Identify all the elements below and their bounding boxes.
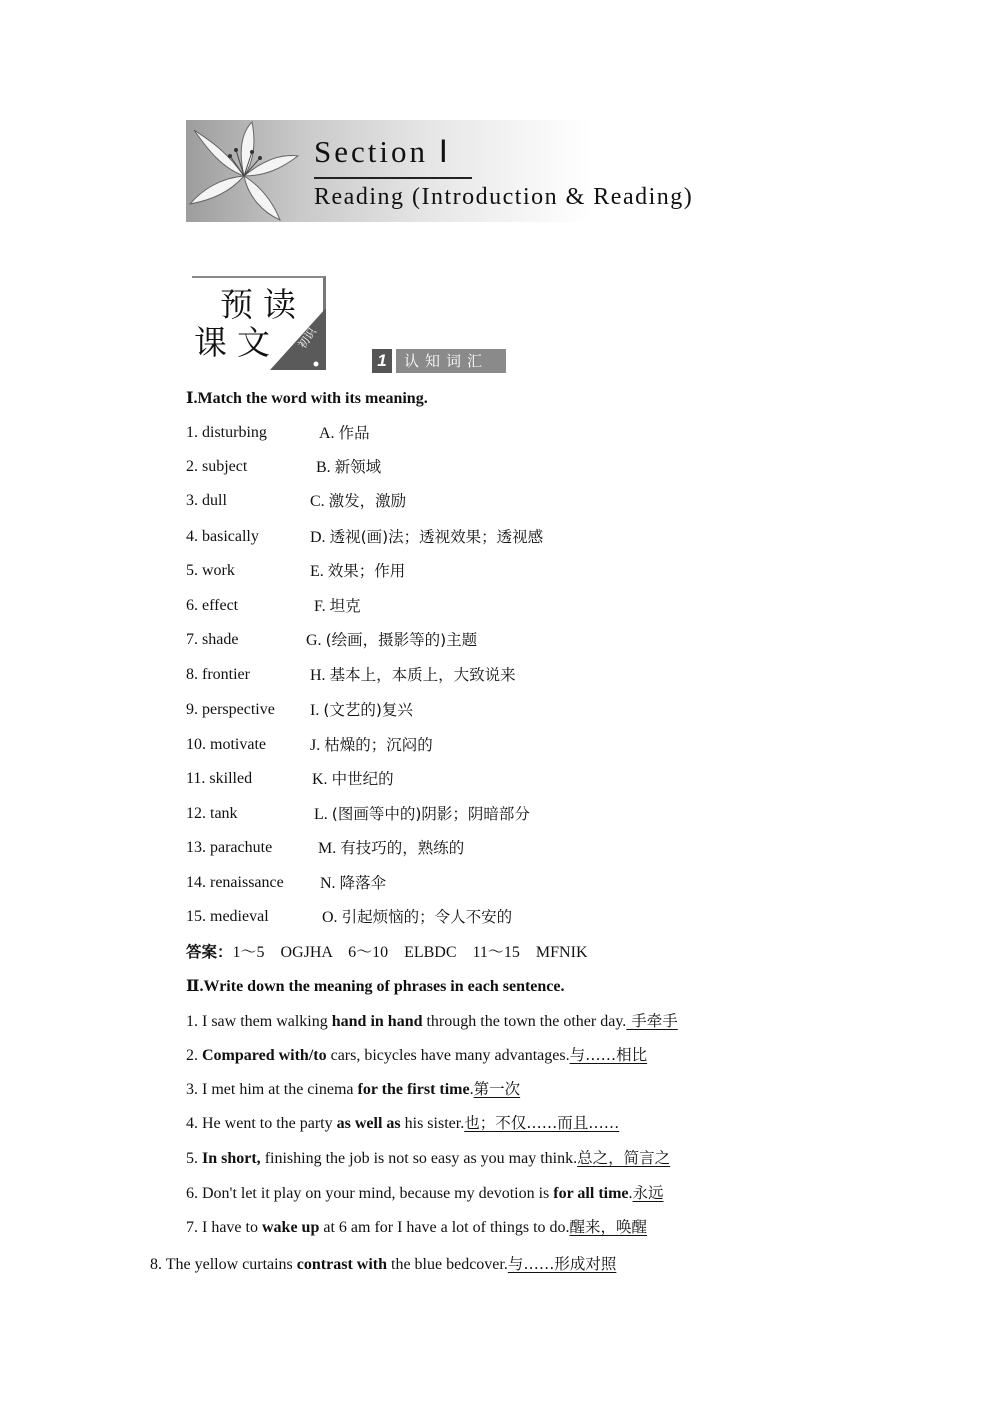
match-meaning	[310, 735, 433, 756]
match-meaning	[310, 491, 406, 512]
match-letter: J.	[310, 737, 321, 754]
meaning-text: 引起烦恼的；令人不安的	[341, 908, 513, 926]
sentence-text: 6. Don't let it play on your mind, because my devotion is	[186, 1185, 554, 1202]
match-word: 11. skilled	[186, 770, 253, 787]
sentence-text: 7. I have to	[186, 1219, 262, 1236]
answer-line	[186, 942, 588, 963]
sentence-text: 4. He went to the party	[186, 1115, 337, 1132]
key-phrase: In short,	[202, 1150, 261, 1167]
sentence-text: finishing the job is not so easy as you may think.	[260, 1150, 578, 1167]
match-letter: E.	[310, 563, 324, 580]
phrase-sentence	[150, 1254, 616, 1275]
sentence-text: 5.	[186, 1150, 202, 1167]
meaning-text: (图画等中的)阴影；阴暗部分	[331, 805, 530, 823]
meaning-text: 作品	[338, 424, 370, 442]
match-word: 1. disturbing	[186, 424, 267, 441]
phrase-answer: 总之，简言之	[577, 1149, 671, 1167]
meaning-text: 有技巧的，熟练的	[340, 839, 465, 857]
meaning-text: (绘画，摄影等的)主题	[325, 631, 478, 649]
meaning-text: 枯燥的；沉闷的	[324, 736, 433, 754]
part1-heading: Ⅰ.Match the word with its meaning.	[186, 390, 428, 407]
key-phrase: contrast with	[296, 1256, 387, 1273]
section-subtitle: Reading (Introduction & Reading)	[314, 184, 694, 210]
step-number: 1	[372, 349, 392, 373]
match-meaning	[310, 561, 405, 582]
match-letter: I.	[310, 702, 320, 719]
match-letter: G.	[306, 632, 322, 649]
sentence-text: through the town the other day.	[422, 1013, 627, 1030]
meaning-text: (文艺的)复兴	[323, 701, 413, 719]
key-phrase: for the first time	[357, 1081, 470, 1098]
badge-line-2: 课文	[194, 323, 280, 362]
key-phrase: for all time	[553, 1185, 629, 1202]
section-title: Section Ⅰ	[314, 134, 451, 169]
key-phrase: Compared with/to	[202, 1047, 327, 1064]
phrase-sentence	[186, 1148, 670, 1169]
sentence-text: 2.	[186, 1047, 202, 1064]
meaning-text: 基本上，本质上，大致说来	[329, 666, 516, 684]
match-meaning	[314, 596, 361, 617]
meaning-text: 降落伞	[339, 874, 387, 892]
match-meaning	[310, 700, 413, 721]
sentence-text: 1. I saw them walking	[186, 1013, 332, 1030]
match-letter: A.	[319, 425, 335, 442]
match-letter: N.	[320, 875, 336, 892]
phrase-answer: 醒来，唤醒	[569, 1218, 648, 1236]
match-word: 12. tank	[186, 805, 238, 822]
match-word: 3. dull	[186, 492, 227, 509]
match-letter: H.	[310, 667, 326, 684]
badge-tag: 初识	[295, 325, 320, 352]
match-meaning	[310, 665, 516, 686]
meaning-text: 透视(画)法；透视效果；透视感	[329, 528, 544, 546]
match-word: 5. work	[186, 562, 235, 579]
match-meaning	[318, 838, 464, 859]
sentence-text: at 6 am for I have a lot of things to do.	[319, 1219, 570, 1236]
phrase-answer: 也；不仅……而且……	[464, 1114, 620, 1132]
phrase-sentence	[186, 1113, 619, 1134]
key-phrase: hand in hand	[331, 1013, 423, 1030]
lily-flower-icon	[186, 120, 304, 222]
key-phrase: wake up	[261, 1219, 320, 1236]
meaning-text: 新领域	[334, 458, 382, 476]
part2-heading: Ⅱ.Write down the meaning of phrases in each sentence.	[186, 978, 565, 995]
phrase-sentence	[186, 1217, 647, 1238]
match-meaning	[306, 630, 477, 651]
match-word: 7. shade	[186, 631, 239, 648]
match-letter: O.	[322, 909, 338, 926]
match-meaning	[314, 804, 530, 825]
step-label: 认知词汇	[396, 349, 506, 373]
phrase-answer: 与……形成对照	[507, 1255, 617, 1273]
phrase-answer: 与……相比	[569, 1046, 648, 1064]
phrase-sentence	[186, 1079, 520, 1100]
match-meaning	[320, 873, 386, 894]
match-word: 15. medieval	[186, 908, 269, 925]
match-letter: L.	[314, 806, 328, 823]
phrase-sentence	[186, 1011, 678, 1032]
match-letter: C.	[310, 493, 325, 510]
match-word: 14. renaissance	[186, 874, 284, 891]
match-word: 2. subject	[186, 458, 248, 475]
match-word: 8. frontier	[186, 666, 250, 683]
phrase-answer: 手牵手	[626, 1012, 678, 1030]
match-meaning	[310, 527, 543, 548]
sentence-text: 8. The yellow curtains	[150, 1256, 297, 1273]
match-meaning	[312, 769, 394, 790]
match-meaning	[319, 423, 370, 444]
sentence-text: .	[628, 1185, 633, 1202]
match-word: 4. basically	[186, 528, 259, 545]
match-letter: D.	[310, 529, 326, 546]
match-word: 10. motivate	[186, 736, 266, 753]
title-underline	[314, 177, 472, 179]
sentence-text: the blue bedcover.	[387, 1256, 508, 1273]
phrase-sentence	[186, 1183, 664, 1204]
match-meaning	[322, 907, 512, 928]
match-word: 6. effect	[186, 597, 239, 614]
sentence-text: cars, bicycles have many advantages.	[326, 1047, 570, 1064]
phrase-answer: 永远	[632, 1184, 664, 1202]
match-letter: B.	[316, 459, 331, 476]
match-word: 13. parachute	[186, 839, 273, 856]
answer-label: 答案：	[186, 943, 233, 961]
match-letter: M.	[318, 840, 337, 857]
phrase-sentence	[186, 1045, 647, 1066]
meaning-text: 效果；作用	[327, 562, 406, 580]
badge-line-1: 预读	[220, 285, 306, 324]
meaning-text: 中世纪的	[331, 770, 394, 788]
match-word: 9. perspective	[186, 701, 275, 718]
answer-text: 1～5 OGJHA 6～10 ELBDC 11～15 MFNIK	[232, 944, 588, 961]
meaning-text: 激发，激励	[328, 492, 407, 510]
sentence-text: .	[469, 1081, 474, 1098]
match-letter: F.	[314, 598, 326, 615]
sentence-text: 3. I met him at the cinema	[186, 1081, 358, 1098]
match-meaning	[316, 457, 381, 478]
phrase-answer: 第一次	[473, 1080, 521, 1098]
meaning-text: 坦克	[329, 597, 361, 615]
key-phrase: as well as	[336, 1115, 401, 1132]
sentence-text: his sister.	[400, 1115, 465, 1132]
match-letter: K.	[312, 771, 328, 788]
